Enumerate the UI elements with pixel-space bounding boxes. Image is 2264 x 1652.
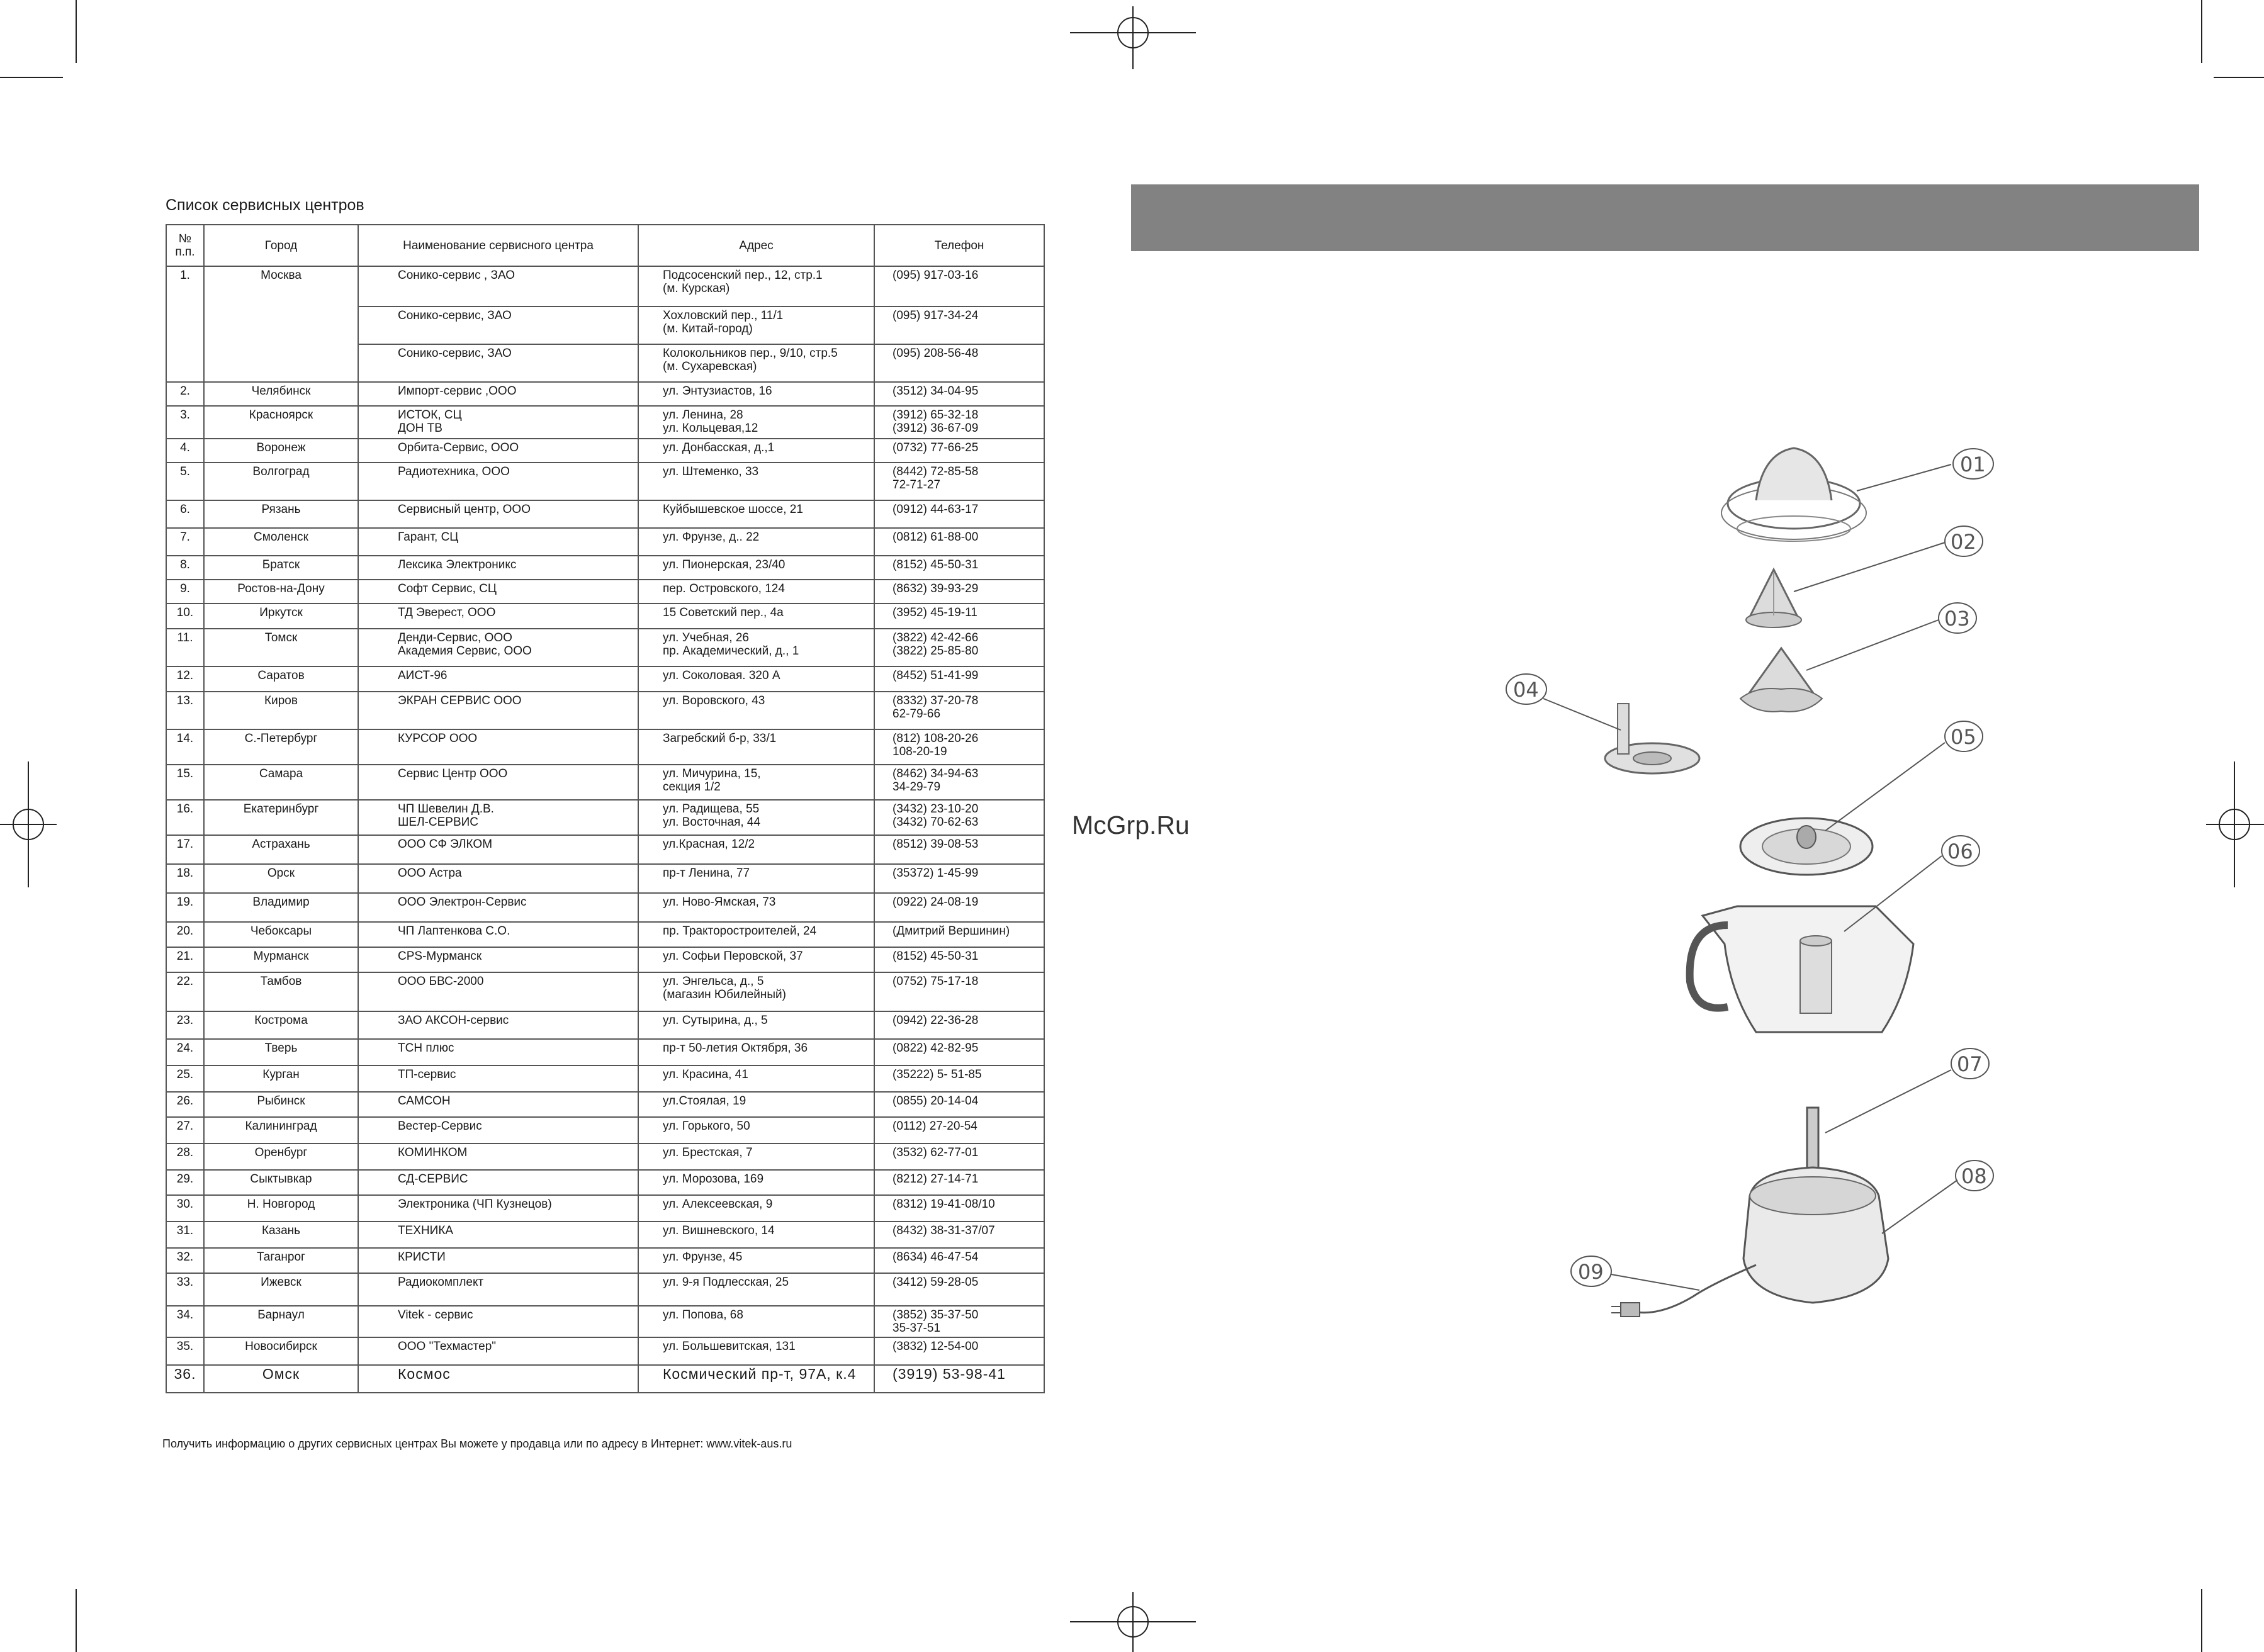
page-title: Список сервисных центров (166, 196, 364, 214)
cell-city: Смоленск (204, 528, 358, 556)
cell-name: Денди-Сервис, ООО Академия Сервис, ООО (358, 629, 638, 666)
table-row (166, 1170, 1044, 1195)
part-power-cord (1611, 1265, 1756, 1317)
cell-phone: (095) 917-34-24 (874, 306, 1044, 344)
cell-phone: (8152) 45-50-31 (874, 556, 1044, 580)
cell-city: Астрахань (204, 835, 358, 864)
table-row (166, 666, 1044, 692)
table-row (166, 1273, 1044, 1306)
cell-city: Воронеж (204, 439, 358, 463)
cell-phone: (0822) 42-82-95 (874, 1039, 1044, 1065)
cell-phone: (3412) 59-28-05 (874, 1273, 1044, 1306)
cell-phone: (095) 208-56-48 (874, 344, 1044, 382)
cell-address: ул. 9-я Подлесская, 25 (638, 1273, 874, 1306)
cell-num: 35. (166, 1337, 204, 1365)
cell-address: ул. Вишневского, 14 (638, 1222, 874, 1248)
part-pulp-filter (1605, 704, 1699, 773)
cell-phone: (0812) 61-88-00 (874, 528, 1044, 556)
cell-name: Импорт-сервис ,ООО (358, 382, 638, 406)
table-row (166, 439, 1044, 463)
table-row (166, 1222, 1044, 1248)
cell-name: CPS-Мурманск (358, 947, 638, 972)
table-row (166, 922, 1044, 947)
cell-city: Сыктывкар (204, 1170, 358, 1195)
cell-city: Саратов (204, 666, 358, 692)
table-row (166, 1117, 1044, 1143)
cell-name: САМСОН (358, 1092, 638, 1117)
cell-name: Орбита-Сервис, ООО (358, 439, 638, 463)
cell-address: Хохловский пер., 11/1 (м. Китай-город) (638, 306, 874, 344)
cell-city: Киров (204, 692, 358, 729)
cell-city: Челябинск (204, 382, 358, 406)
table-row (166, 1143, 1044, 1170)
cell-address: ул. Энтузиастов, 16 (638, 382, 874, 406)
callout-label-03: 03 (1944, 607, 1970, 631)
part-lid (1721, 448, 1866, 541)
cell-phone: (8212) 27-14-71 (874, 1170, 1044, 1195)
cell-city: Барнаул (204, 1306, 358, 1337)
table-row (166, 1065, 1044, 1092)
cell-phone: (3512) 34-04-95 (874, 382, 1044, 406)
cell-address: ул. Воровского, 43 (638, 692, 874, 729)
table-row (166, 835, 1044, 864)
cell-num: 33. (166, 1273, 204, 1306)
cell-phone: (8332) 37-20-78 62-79-66 (874, 692, 1044, 729)
table-row (166, 629, 1044, 666)
cell-name: Сонико-сервис, ЗАО (358, 306, 638, 344)
table-row (166, 580, 1044, 604)
cell-phone: (3919) 53-98-41 (874, 1365, 1044, 1393)
callouts (1506, 449, 1993, 1290)
cell-address: пр-т 50-летия Октября, 36 (638, 1039, 874, 1065)
cell-name: ИСТОК, СЦ ДОН ТВ (358, 406, 638, 439)
cell-address: ул. Соколовая. 320 А (638, 666, 874, 692)
registration-mark (2206, 761, 2264, 887)
cell-address: ул. Морозова, 169 (638, 1170, 874, 1195)
cell-address: пр. Тракторостроителей, 24 (638, 922, 874, 947)
cell-address: ул. Софьи Перовской, 37 (638, 947, 874, 972)
cell-city: Екатеринбург (204, 800, 358, 835)
cell-name: ООО БВС-2000 (358, 972, 638, 1011)
cell-name: Лексика Электроникс (358, 556, 638, 580)
table-row (166, 893, 1044, 922)
cell-phone: (8634) 46-47-54 (874, 1248, 1044, 1273)
cell-address: ул. Ленина, 28 ул. Кольцевая,12 (638, 406, 874, 439)
cell-city: Тверь (204, 1039, 358, 1065)
cell-num: 15. (166, 765, 204, 800)
cell-city: Н. Новгород (204, 1195, 358, 1222)
cell-num: 32. (166, 1248, 204, 1273)
cell-num: 3. (166, 406, 204, 439)
table-row (166, 729, 1044, 765)
footer-note: Получить информацию о других сервисных центрах Вы можете у продавца или по адресу в Интернет: www.vitek-aus.ru (162, 1437, 792, 1450)
cell-city: Оренбург (204, 1143, 358, 1170)
cell-city: Омск (204, 1365, 358, 1393)
cell-city: Владимир (204, 893, 358, 922)
registration-mark (1070, 1592, 1196, 1652)
cell-num: 20. (166, 922, 204, 947)
cell-phone: (095) 917-03-16 (874, 266, 1044, 306)
cell-city: Самара (204, 765, 358, 800)
part-strainer (1740, 818, 1873, 875)
service-centers-table (166, 224, 1045, 1393)
cell-address: Куйбышевское шоссе, 21 (638, 500, 874, 528)
cell-name: СД-СЕРВИС (358, 1170, 638, 1195)
cell-name: ТЕХНИКА (358, 1222, 638, 1248)
cell-phone: (8312) 19-41-08/10 (874, 1195, 1044, 1222)
cell-name: Сонико-сервис, ЗАО (358, 344, 638, 382)
cell-city: Томск (204, 629, 358, 666)
cell-city: Казань (204, 1222, 358, 1248)
cell-city: Братск (204, 556, 358, 580)
cell-name: ООО Электрон-Сервис (358, 893, 638, 922)
cell-name: ООО "Техмастер" (358, 1337, 638, 1365)
table-row (166, 604, 1044, 629)
table-row (166, 1092, 1044, 1117)
cell-city: Калининград (204, 1117, 358, 1143)
cell-city: Орск (204, 864, 358, 893)
cell-address: ул. Энгельса, д., 5 (магазин Юбилейный) (638, 972, 874, 1011)
cell-num: 18. (166, 864, 204, 893)
juicer-exploded-diagram (1513, 434, 2039, 1378)
cell-name: ЗАО АКСОН-сервис (358, 1011, 638, 1039)
cell-num: 17. (166, 835, 204, 864)
cell-address: Подсосенский пер., 12, стр.1 (м. Курская) (638, 266, 874, 306)
callout-label-07: 07 (1957, 1052, 1983, 1076)
cell-phone: (8452) 51-41-99 (874, 666, 1044, 692)
cell-city: Рязань (204, 500, 358, 528)
cell-name: КРИСТИ (358, 1248, 638, 1273)
column-header-address: Адрес (638, 225, 874, 266)
cell-phone: (8462) 34-94-63 34-29-79 (874, 765, 1044, 800)
cell-address: ул. Горького, 50 (638, 1117, 874, 1143)
cell-city: Иркутск (204, 604, 358, 629)
cell-phone: (3952) 45-19-11 (874, 604, 1044, 629)
cell-name: Vitek - сервис (358, 1306, 638, 1337)
table-row (166, 972, 1044, 1011)
registration-mark (0, 761, 57, 887)
crop-mark (2214, 77, 2264, 78)
cell-name: ЭКРАН СЕРВИС ООО (358, 692, 638, 729)
cell-name: АИСТ-96 (358, 666, 638, 692)
table-row (166, 463, 1044, 500)
cell-city: Мурманск (204, 947, 358, 972)
table-row (166, 500, 1044, 528)
cell-num: 19. (166, 893, 204, 922)
cell-name: Радиотехника, ООО (358, 463, 638, 500)
crop-mark (2201, 1589, 2202, 1652)
cell-name: КУРСОР ООО (358, 729, 638, 765)
column-header-num: № п.п. (166, 225, 204, 266)
cell-num: 7. (166, 528, 204, 556)
table-row (166, 556, 1044, 580)
cell-city: Таганрог (204, 1248, 358, 1273)
cell-phone: (35222) 5- 51-85 (874, 1065, 1044, 1092)
cell-city: Красноярск (204, 406, 358, 439)
cell-num: 4. (166, 439, 204, 463)
cell-address: ул. Фрунзе, д.. 22 (638, 528, 874, 556)
cell-city: Волгоград (204, 463, 358, 500)
cell-name: Сервисный центр, ООО (358, 500, 638, 528)
cell-phone: (35372) 1-45-99 (874, 864, 1044, 893)
cell-address: пр-т Ленина, 77 (638, 864, 874, 893)
cell-phone: (3852) 35-37-50 35-37-51 (874, 1306, 1044, 1337)
cell-phone: (0922) 24-08-19 (874, 893, 1044, 922)
cell-num: 12. (166, 666, 204, 692)
column-header-name: Наименование сервисного центра (358, 225, 638, 266)
cell-name: Космос (358, 1365, 638, 1393)
cell-city: Тамбов (204, 972, 358, 1011)
cell-address: ул.Стоялая, 19 (638, 1092, 874, 1117)
cell-name: Электроника (ЧП Кузнецов) (358, 1195, 638, 1222)
cell-city: С.-Петербург (204, 729, 358, 765)
cell-phone: (8632) 39-93-29 (874, 580, 1044, 604)
cell-num: 14. (166, 729, 204, 765)
table-row (166, 1337, 1044, 1365)
table-body (166, 266, 1044, 1393)
part-small-cone (1746, 570, 1801, 627)
cell-address: пер. Островского, 124 (638, 580, 874, 604)
cell-address: ул. Радищева, 55 ул. Восточная, 44 (638, 800, 874, 835)
cell-phone: (0855) 20-14-04 (874, 1092, 1044, 1117)
cell-num: 6. (166, 500, 204, 528)
cell-num: 11. (166, 629, 204, 666)
table-row (166, 765, 1044, 800)
table-row (166, 1011, 1044, 1039)
cell-address: ул. Красина, 41 (638, 1065, 874, 1092)
cell-address: ул.Красная, 12/2 (638, 835, 874, 864)
cell-num: 2. (166, 382, 204, 406)
cell-phone: (3832) 12-54-00 (874, 1337, 1044, 1365)
cell-num: 28. (166, 1143, 204, 1170)
table-row (166, 800, 1044, 835)
cell-num: 24. (166, 1039, 204, 1065)
cell-address: ул. Мичурина, 15, секция 1/2 (638, 765, 874, 800)
cell-address: ул. Сутырина, д., 5 (638, 1011, 874, 1039)
cell-name: ТД Эверест, ООО (358, 604, 638, 629)
cell-phone: (3532) 62-77-01 (874, 1143, 1044, 1170)
cell-phone: (3822) 42-42-66 (3822) 25-85-80 (874, 629, 1044, 666)
cell-num: 22. (166, 972, 204, 1011)
cell-phone: (8512) 39-08-53 (874, 835, 1044, 864)
cell-address: ул. Пионерская, 23/40 (638, 556, 874, 580)
cell-city: Новосибирск (204, 1337, 358, 1365)
cell-city: Москва (204, 266, 358, 382)
table-row (166, 1039, 1044, 1065)
part-large-cone (1740, 648, 1822, 712)
cell-name: ЧП Лаптенкова С.О. (358, 922, 638, 947)
registration-mark (1070, 6, 1196, 69)
cell-city: Кострома (204, 1011, 358, 1039)
part-motor-base (1743, 1167, 1888, 1303)
cell-address: 15 Советский пер., 4а (638, 604, 874, 629)
cell-name: Гарант, СЦ (358, 528, 638, 556)
cell-num: 31. (166, 1222, 204, 1248)
cell-num: 10. (166, 604, 204, 629)
callout-label-02: 02 (1951, 530, 1976, 554)
cell-num: 8. (166, 556, 204, 580)
cell-num: 5. (166, 463, 204, 500)
cell-phone: (0112) 27-20-54 (874, 1117, 1044, 1143)
cell-name: ООО Астра (358, 864, 638, 893)
cell-address: Колокольников пер., 9/10, стр.5 (м. Сухаревская) (638, 344, 874, 382)
cell-name: КОМИНКОМ (358, 1143, 638, 1170)
header-bar (1131, 184, 2199, 251)
cell-name: Сервис Центр ООО (358, 765, 638, 800)
cell-num: 26. (166, 1092, 204, 1117)
callout-label-05: 05 (1951, 725, 1976, 749)
table-row (166, 1195, 1044, 1222)
cell-city: Ростов-на-Дону (204, 580, 358, 604)
cell-city: Рыбинск (204, 1092, 358, 1117)
cell-address: ул. Фрунзе, 45 (638, 1248, 874, 1273)
cell-phone: (0752) 75-17-18 (874, 972, 1044, 1011)
table-row (166, 692, 1044, 729)
crop-mark (76, 1589, 77, 1652)
column-header-city: Город (204, 225, 358, 266)
table-row (166, 864, 1044, 893)
callout-label-04: 04 (1513, 678, 1539, 702)
cell-name: Вестер-Сервис (358, 1117, 638, 1143)
callout-label-08: 08 (1961, 1164, 1987, 1188)
crop-mark (0, 77, 63, 78)
table-row (166, 382, 1044, 406)
cell-phone: (3912) 65-32-18 (3912) 36-67-09 (874, 406, 1044, 439)
cell-phone: (8432) 38-31-37/07 (874, 1222, 1044, 1248)
table-row (166, 528, 1044, 556)
crop-mark (2201, 0, 2202, 63)
table-row (166, 266, 1044, 306)
cell-name: Софт Сервис, СЦ (358, 580, 638, 604)
cell-num: 21. (166, 947, 204, 972)
cell-num: 36. (166, 1365, 204, 1393)
callout-label-06: 06 (1947, 840, 1973, 863)
cell-address: ул. Попова, 68 (638, 1306, 874, 1337)
cell-num: 29. (166, 1170, 204, 1195)
cell-num: 27. (166, 1117, 204, 1143)
cell-address: ул. Ново-Ямская, 73 (638, 893, 874, 922)
cell-name: Радиокомплект (358, 1273, 638, 1306)
cell-num: 25. (166, 1065, 204, 1092)
cell-phone: (0942) 22-36-28 (874, 1011, 1044, 1039)
cell-num: 34. (166, 1306, 204, 1337)
cell-address: ул. Учебная, 26 пр. Академический, д., 1 (638, 629, 874, 666)
cell-address: ул. Штеменко, 33 (638, 463, 874, 500)
cell-phone: (812) 108-20-26 108-20-19 (874, 729, 1044, 765)
column-header-phone: Телефон (874, 225, 1044, 266)
cell-num: 16. (166, 800, 204, 835)
cell-phone: (8152) 45-50-31 (874, 947, 1044, 972)
cell-name: Сонико-сервис , ЗАО (358, 266, 638, 306)
cell-address: ул. Донбасская, д.,1 (638, 439, 874, 463)
watermark: McGrp.Ru (1072, 811, 1190, 840)
table-header-row (166, 225, 1044, 266)
cell-phone: (0912) 44-63-17 (874, 500, 1044, 528)
cell-phone: (0732) 77-66-25 (874, 439, 1044, 463)
table-row (166, 1365, 1044, 1393)
cell-num: 23. (166, 1011, 204, 1039)
cell-phone: (8442) 72-85-58 72-71-27 (874, 463, 1044, 500)
table-row (166, 947, 1044, 972)
table-row (166, 1306, 1044, 1337)
cell-num: 1. (166, 266, 204, 382)
cell-phone: (Дмитрий Вершинин) (874, 922, 1044, 947)
cell-num: 30. (166, 1195, 204, 1222)
part-juice-jug (1690, 906, 1913, 1032)
cell-name: ТП-сервис (358, 1065, 638, 1092)
cell-city: Курган (204, 1065, 358, 1092)
cell-name: ТСН плюс (358, 1039, 638, 1065)
cell-address: ул. Алексеевская, 9 (638, 1195, 874, 1222)
cell-address: Загребский б-р, 33/1 (638, 729, 874, 765)
table-row (166, 1248, 1044, 1273)
cell-name: ЧП Шевелин Д.В. ШЕЛ-СЕРВИС (358, 800, 638, 835)
callout-label-09: 09 (1578, 1260, 1604, 1284)
cell-num: 13. (166, 692, 204, 729)
callout-label-01: 01 (1960, 452, 1986, 476)
cell-name: ООО СФ ЭЛКОМ (358, 835, 638, 864)
crop-mark (76, 0, 77, 63)
table-row (166, 406, 1044, 439)
cell-city: Ижевск (204, 1273, 358, 1306)
cell-address: ул. Брестская, 7 (638, 1143, 874, 1170)
cell-address: ул. Большевитская, 131 (638, 1337, 874, 1365)
cell-num: 9. (166, 580, 204, 604)
cell-phone: (3432) 23-10-20 (3432) 70-62-63 (874, 800, 1044, 835)
cell-city: Чебоксары (204, 922, 358, 947)
cell-address: Космический пр-т, 97А, к.4 (638, 1365, 874, 1393)
